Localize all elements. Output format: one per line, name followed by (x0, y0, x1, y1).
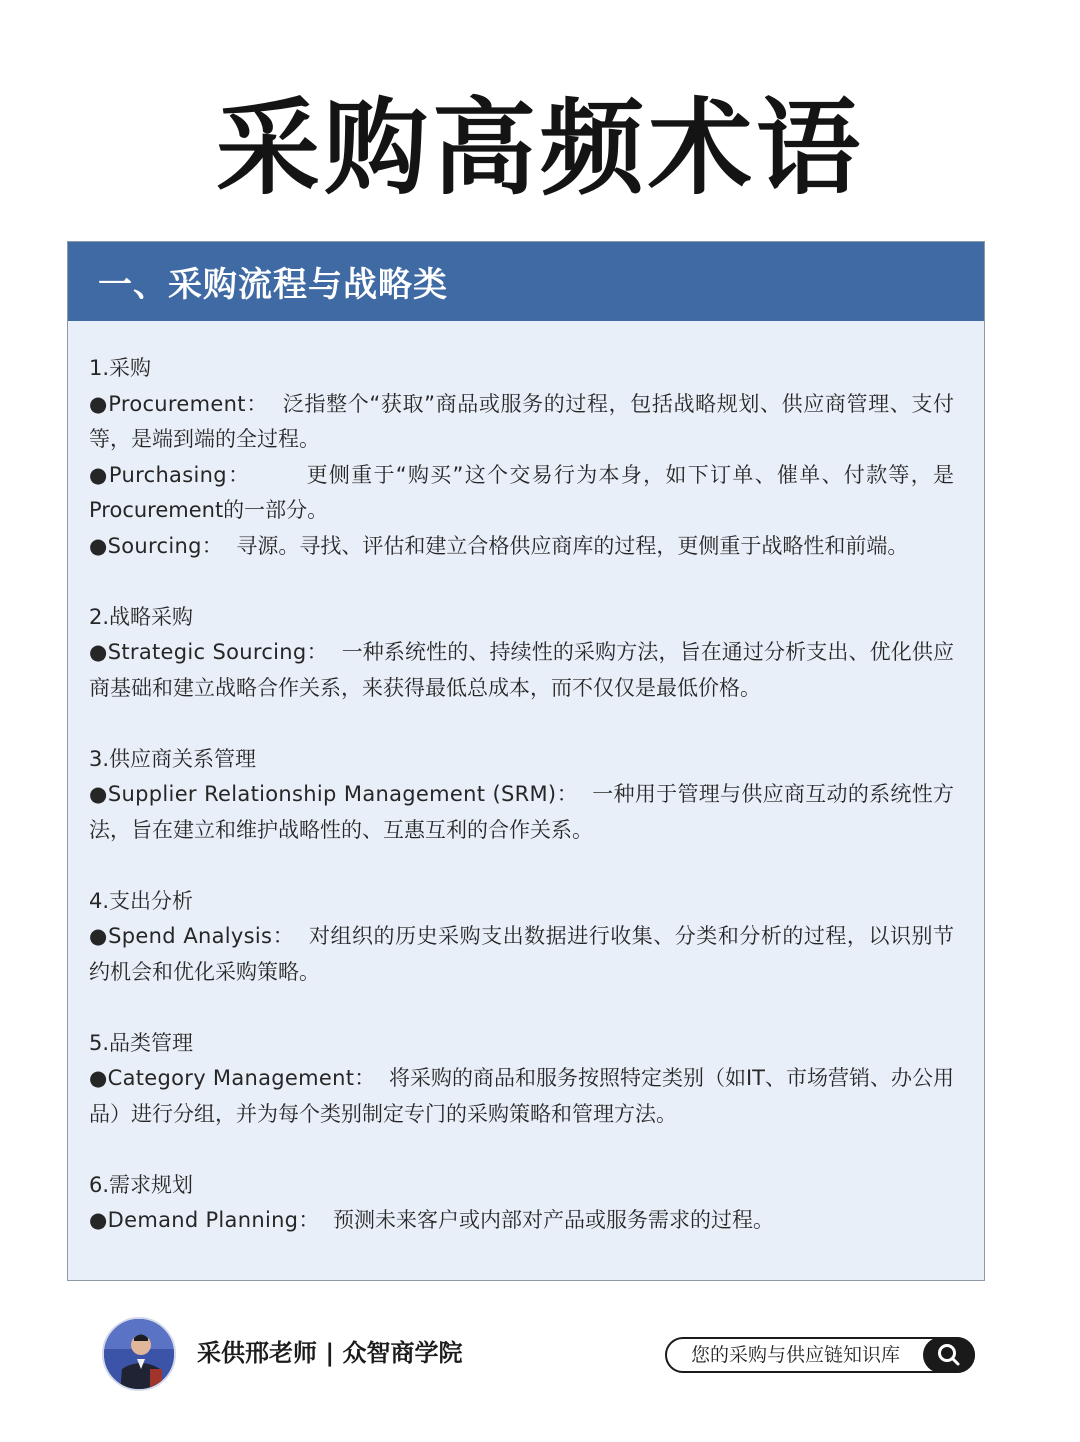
avatar (102, 1317, 176, 1391)
term-category-management (89, 1061, 954, 1132)
section-title: 2.战略采购 (89, 604, 194, 629)
page-title: 采购高频术语 (215, 87, 864, 209)
section-demand-planning (89, 1168, 954, 1239)
term-name: ●Category Management： (89, 1066, 376, 1090)
card-header (68, 242, 984, 321)
term-desc: 预测未来客户或内部对产品或服务需求的过程。 (332, 1208, 774, 1232)
term-name: ●Demand Planning： (89, 1208, 320, 1232)
term-srm (89, 777, 954, 848)
card-header-title: 一、采购流程与战略类 (98, 265, 448, 305)
section-title: 3.供应商关系管理 (89, 746, 257, 771)
term-purchasing (89, 458, 954, 529)
term-desc: 一种用于管理与供应商互动的系统性方法，旨在建立和维护战略性的、互惠互利的合作关系。 (89, 782, 955, 842)
section-procurement (89, 351, 954, 564)
terms-card (67, 241, 985, 1281)
term-desc: 寻源。寻找、评估和建立合格供应商库的过程，更侧重于战略性和前端。 (236, 533, 909, 558)
term-desc: 更侧重于“购买”这个交易行为本身，如下订单、催单、付款等，是Procurement的一部分。 (89, 462, 955, 522)
term-name: ●Sourcing： (89, 533, 224, 558)
section-title: 4.支出分析 (89, 888, 194, 913)
term-desc: 将采购的商品和服务按照特定类别（如IT、市场营销、办公用品）进行分组，并为每个类别制定专门的采购策略和管理方法。 (89, 1066, 954, 1126)
term-strategic-sourcing (89, 635, 954, 706)
footer (0, 1310, 1080, 1400)
section-srm (89, 742, 954, 849)
term-procurement (89, 387, 954, 458)
term-name: ●Strategic Sourcing： (89, 640, 329, 664)
section-strategic-sourcing (89, 600, 954, 707)
term-name: ●Spend Analysis： (89, 924, 295, 948)
section-title: 1.采购 (89, 356, 152, 380)
search-text: 您的采购与供应链知识库 (691, 1344, 901, 1366)
term-name: ●Supplier Relationship Management (SRM)： (89, 782, 579, 806)
knowledge-search-bar[interactable] (665, 1337, 975, 1373)
presenter-avatar-icon (104, 1319, 176, 1391)
search-button[interactable] (923, 1337, 975, 1373)
term-spend-analysis (89, 919, 954, 990)
card-body (68, 321, 984, 1239)
term-demand-planning (89, 1203, 954, 1239)
section-spend-analysis (89, 884, 954, 991)
term-name: ●Procurement： (89, 391, 269, 416)
section-title: 6.需求规划 (89, 1172, 194, 1197)
search-icon (936, 1342, 962, 1368)
term-desc: 一种系统性的、持续性的采购方法，旨在通过分析支出、优化供应商基础和建立战略合作关系，来获得最低总成本，而不仅仅是最低价格。 (89, 640, 954, 700)
section-title: 5.品类管理 (89, 1030, 194, 1055)
term-sourcing (89, 529, 954, 565)
term-desc: 对组织的历史采购支出数据进行收集、分类和分析的过程，以识别节约机会和优化采购策略。 (89, 924, 954, 984)
section-category-management (89, 1026, 954, 1133)
term-desc: 泛指整个“获取”商品或服务的过程，包括战略规划、供应商管理、支付等，是端到端的全过程。 (89, 391, 954, 451)
term-name: ●Purchasing： (89, 462, 251, 487)
brand-name: 采供邢老师 | 众智商学院 (197, 1339, 463, 1367)
